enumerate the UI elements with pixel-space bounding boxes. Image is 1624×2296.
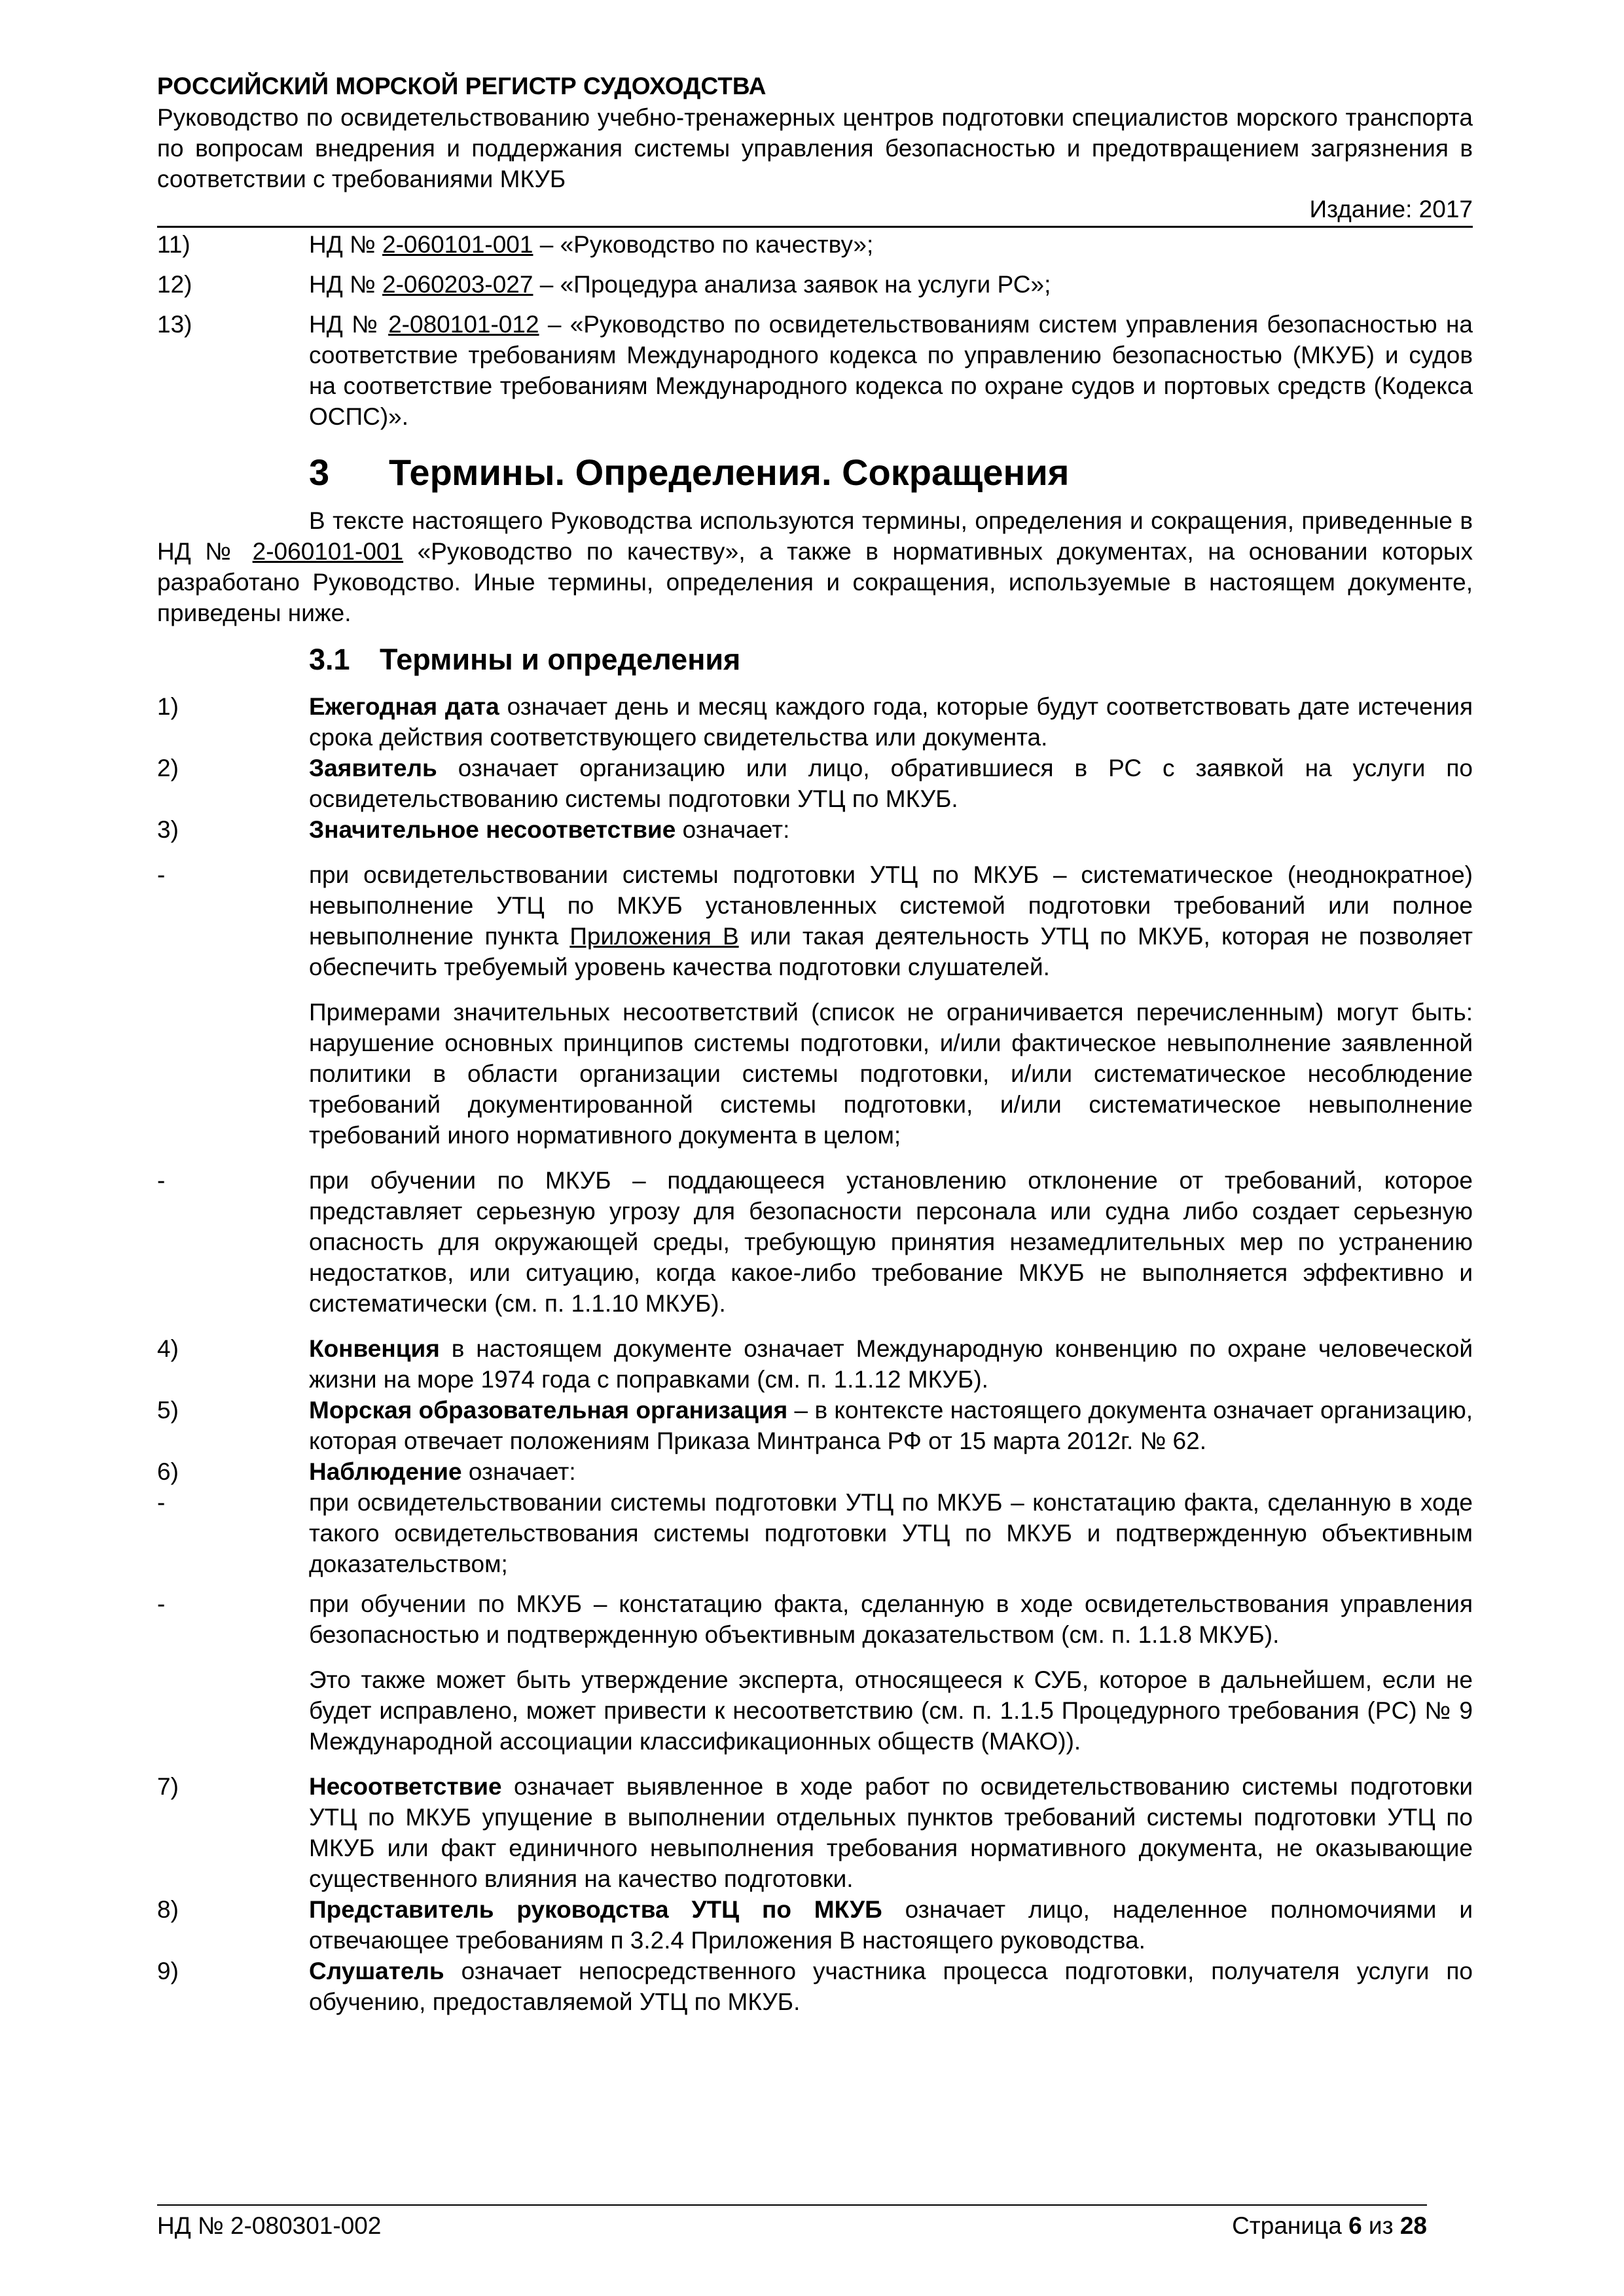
term-name: Ежегодная дата — [309, 693, 499, 720]
footer-divider — [157, 2204, 1427, 2206]
term-name: Конвенция — [309, 1335, 440, 1362]
term-note: Примерами значительных несоответствий (список не ограничивается перечисленным) могут быть: нарушение основных принципов системы подготовки, и/или фактическое невыполнение заявленной политики в области организации системы подготовки, и/или систематическое несоблюдение требований документированной системы подготовки, и/или систематическое невыполнение требований иного нормативного документа в целом; — [309, 999, 1473, 1149]
intro-reference-link[interactable]: 2-060101-001 — [252, 538, 404, 565]
document-page — [157, 71, 1473, 2017]
term-name: Наблюдение — [309, 1458, 462, 1485]
term-definition: означает день и месяц каждого года, которые будут соответствовать дате истечения срока действия соответствующего свидетельства или документа. — [309, 693, 1473, 751]
appendix-link[interactable]: Приложения В — [569, 923, 739, 950]
term-number: 8) — [157, 1896, 179, 1923]
term-definition: в настоящем документе означает Международную конвенцию по охране человеческой жизни на море 1974 года с поправками (см. п. 1.1.12 МКУБ). — [309, 1335, 1473, 1393]
term-item — [157, 814, 1473, 845]
term-item — [157, 691, 1473, 753]
term-item — [157, 1894, 1473, 1956]
reference-title: – «Руководство по освидетельствованиям систем управления безопасностью на соответствие требованиям Международного кодекса по управлению безопасностью (МКУБ) и судов на соответствие требованиям Международного кодекса по охране судов и портовых средств (Кодекса ОСПС)». — [309, 311, 1473, 430]
bullet-dash: - — [157, 861, 166, 888]
term-item — [157, 753, 1473, 814]
term-definition: означает выявленное в ходе работ по освидетельствованию системы подготовки УТЦ по МКУБ упущение в выполнении отдельных пунктов требований системы подготовки УТЦ по МКУБ или факт единичного невыполнения требования нормативного документа, не оказывающие существенного влияния на качество подготовки. — [309, 1773, 1473, 1892]
term-definition: означает: — [461, 1458, 576, 1485]
term-definition: означает непосредственного участника процесса подготовки, получателя услуги по обучению, предоставляемой УТЦ по МКУБ. — [309, 1958, 1473, 2015]
section-intro — [157, 505, 1473, 628]
subsection-title: Термины и определения — [380, 643, 741, 676]
term-item — [157, 1456, 1473, 1487]
intro-text-end: «Руководство по качеству», а также в нормативных документах, на основании которых разработано Руководство. Иные термины, определения и сокращения, используемые в настоящем документе, приведены ниже. — [157, 538, 1473, 626]
term-subitem — [157, 1588, 1473, 1650]
term-number: 1) — [157, 693, 179, 720]
term-item — [157, 1956, 1473, 2017]
page-footer — [157, 2204, 1427, 2242]
bullet-dash: - — [157, 1167, 166, 1194]
term-item — [157, 1771, 1473, 1894]
reference-number: 12) — [157, 271, 192, 298]
section-number: 3 — [309, 452, 330, 493]
bullet-dash: - — [157, 1489, 166, 1516]
subsection-heading — [157, 640, 1473, 679]
term-item — [157, 1333, 1473, 1395]
bullet-dash: - — [157, 1590, 166, 1617]
section-title: Термины. Определения. Сокращения — [389, 452, 1070, 493]
term-number: 6) — [157, 1458, 179, 1485]
subsection-number: 3.1 — [309, 643, 350, 676]
subitem-text-end: или такая деятельность УТЦ по МКУБ, которая не позволяет обеспечить требуемый уровень качества подготовки слушателей. — [309, 923, 1473, 980]
page-counter — [1232, 2210, 1427, 2242]
reference-number: 11) — [157, 231, 190, 258]
term-subitem — [157, 1487, 1473, 1579]
term-definition: означает: — [676, 816, 790, 843]
page-number: 6 — [1348, 2212, 1362, 2239]
reference-item — [157, 269, 1473, 300]
term-name: Представитель руководства УТЦ по МКУБ — [309, 1896, 882, 1923]
term-item — [157, 1395, 1473, 1456]
term-number: 4) — [157, 1335, 179, 1362]
header-organization: РОССИЙСКИЙ МОРСКОЙ РЕГИСТР СУДОХОДСТВА — [157, 73, 767, 99]
term-subitem — [157, 859, 1473, 982]
subitem-text: при освидетельствовании системы подготовки УТЦ по МКУБ – систематическое (неоднократное) невыполнение УТЦ по МКУБ установленных системой подготовки требований или полное невыполнение пункта — [309, 861, 1473, 950]
term-name: Морская образовательная организация — [309, 1397, 788, 1424]
term-number: 7) — [157, 1773, 179, 1800]
reference-title: – «Руководство по качеству»; — [533, 231, 874, 258]
term-definition: означает организацию или лицо, обратившиеся в РС с заявкой на услуги по освидетельствованию системы подготовки УТЦ по МКУБ. — [309, 755, 1473, 812]
term-note: Это также может быть утверждение эксперта, относящееся к СУБ, которое в дальнейшем, если не будет исправлено, может привести к несоответствию (см. п. 1.1.5 Процедурного требования (PC) № 9 Международной ассоциации классификационных обществ (МАКО)). — [309, 1666, 1473, 1755]
term-number: 5) — [157, 1397, 179, 1424]
subitem-text: при обучении по МКУБ – констатацию факта, сделанную в ходе освидетельствования управления безопасностью и подтвержденную объективным доказательством (см. п. 1.1.8 МКУБ). — [309, 1590, 1473, 1648]
reference-link[interactable]: 2-060203-027 — [382, 271, 533, 298]
term-name: Значительное несоответствие — [309, 816, 676, 843]
term-number: 3) — [157, 816, 179, 843]
term-name: Несоответствие — [309, 1773, 502, 1800]
term-name: Слушатель — [309, 1958, 444, 1984]
reference-prefix: НД № — [309, 231, 383, 258]
reference-link[interactable]: 2-080101-012 — [388, 311, 539, 338]
reference-number: 13) — [157, 311, 192, 338]
term-number: 9) — [157, 1958, 179, 1984]
subitem-text: при освидетельствовании системы подготовки УТЦ по МКУБ – констатацию факта, сделанную в ходе такого освидетельствования системы подготовки УТЦ по МКУБ и подтвержденную объективным доказательством; — [309, 1489, 1473, 1577]
footer-document-number: НД № 2-080301-002 — [157, 2212, 382, 2239]
reference-item — [157, 229, 1473, 260]
intro-text: В тексте настоящего Руководства используются термины, определения и сокращения, приведенные в НД № — [157, 507, 1473, 565]
reference-item — [157, 309, 1473, 432]
term-definition: – в контексте настоящего документа означает организацию, которая отвечает положениям Приказа Минтранса РФ от 15 марта 2012г. № 62. — [309, 1397, 1473, 1454]
term-subitem — [157, 1165, 1473, 1319]
reference-prefix: НД № — [309, 271, 383, 298]
term-name: Заявитель — [309, 755, 437, 781]
page-of: из — [1362, 2212, 1400, 2239]
page-label: Страница — [1232, 2212, 1349, 2239]
term-definition: означает лицо, наделенное полномочиями и отвечающее требованиям п 3.2.4 Приложения В настоящего руководства. — [309, 1896, 1473, 1954]
header-document-title: Руководство по освидетельствованию учебно-тренажерных центров подготовки специалистов морского транспорта по вопросам внедрения и поддержания системы управления безопасностью и предотвращением загрязнения в соответствии с требованиями МКУБ — [157, 104, 1473, 192]
subitem-text: при обучении по МКУБ – поддающееся установлению отклонение от требований, которое представляет серьезную угрозу для безопасности персонала или судна либо создает серьезную опасность для окружающей среды, требующую принятия незамедлительных мер по устранению недостатков, или ситуацию, когда какое-либо требование МКУБ не выполняется эффективно и систематически (см. п. 1.1.10 МКУБ). — [309, 1167, 1473, 1317]
section-heading — [157, 449, 1473, 496]
term-number: 2) — [157, 755, 179, 781]
header-divider — [157, 226, 1473, 228]
header-edition: Издание: 2017 — [1309, 196, 1473, 223]
page-total: 28 — [1399, 2212, 1427, 2239]
reference-title: – «Процедура анализа заявок на услуги РС»; — [533, 271, 1051, 298]
reference-link[interactable]: 2-060101-001 — [382, 231, 533, 258]
reference-prefix: НД № — [309, 311, 389, 338]
